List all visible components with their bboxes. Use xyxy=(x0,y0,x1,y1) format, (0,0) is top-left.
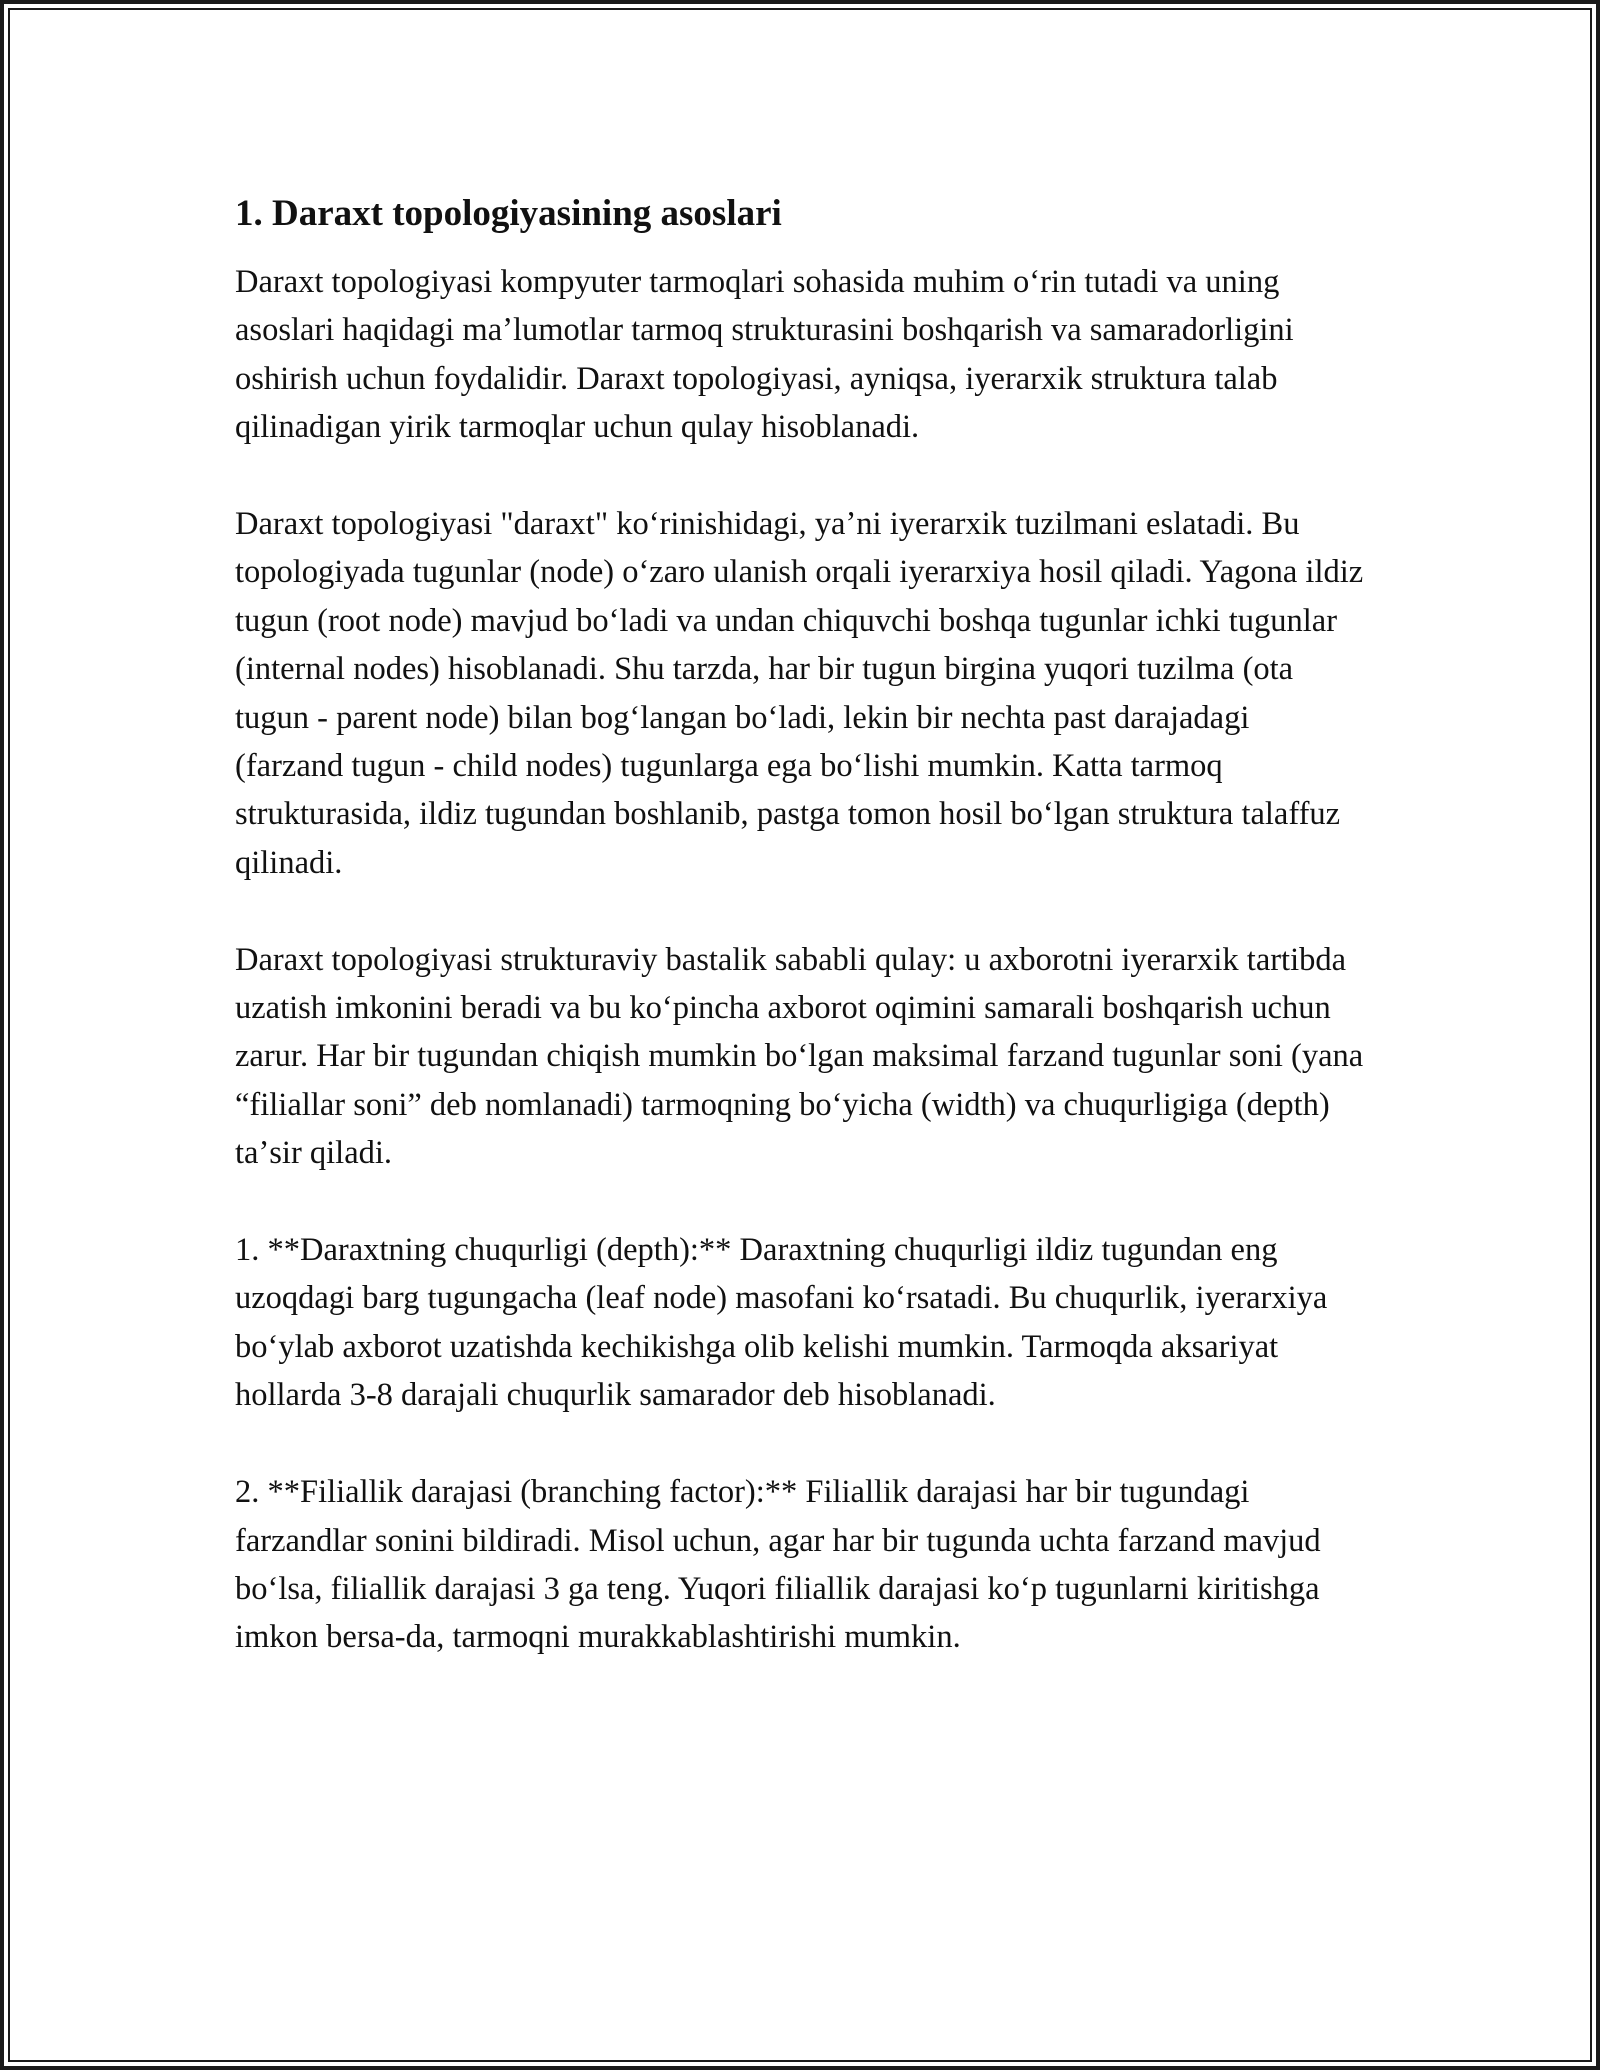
paragraph-advantages: Daraxt topologiyasi strukturaviy bastalik sababli qulay: u axborotni iyerarxik tartibda uzatish imkonini beradi va bu koʻpincha axborot oqimini samarali boshqarish uchun zarur. Har bir tugundan chiqish mumkin boʻlgan maksimal farzand tugunlar soni (yana “filiallar soni” deb nomlanadi) tarmoqning boʻyicha (width) va chuqurligiga (depth) taʼsir qiladi. xyxy=(235,941,1364,1172)
paragraph-depth: 1. **Daraxtning chuqurligi (depth):** Daraxtning chuqurligi ildiz tugundan eng uzoqdagi barg tugungacha (leaf node) masofani koʻrsatadi. Bu chuqurlik, iyerarxiya boʻylab axborot uzatishda kechikishga olib kelishi mumkin. Tarmoqda aksariyat hollarda 3-8 darajali chuqurlik samarador deb hisoblanadi. xyxy=(235,1232,1328,1414)
paragraph-branching-factor: 2. **Filiallik darajasi (branching factor):** Filiallik darajasi har bir tugundagi farzandlar sonini bildiradi. Misol uchun, agar har bir tugunda uchta farzand mavjud boʻlsa, filiallik darajasi 3 ga teng. Yuqori filiallik darajasi koʻp tugunlarni kiritishga imkon bersa-da, tarmoqni murakkablashtirishi mumkin. xyxy=(235,1474,1321,1656)
document-body xyxy=(235,190,1365,1710)
paragraph-structure: Daraxt topologiyasi "daraxt" koʻrinishidagi, yaʼni iyerarxik tuzilmani eslatadi. Bu topologiyada tugunlar (node) oʻzaro ulanish orqali iyerarxiya hosil qiladi. Yagona ildiz tugun (root node) mavjud boʻladi va undan chiquvchi boshqa tugunlar ichki tugunlar (internal nodes) hisoblanadi. Shu tarzda, har bir tugun birgina yuqori tuzilma (ota tugun - parent node) bilan bogʻlangan boʻladi, lekin bir nechta past darajadagi (farzand tugun - child nodes) tugunlarga ega boʻlishi mumkin. Katta tarmoq strukturasida, ildiz tugundan boshlanib, pastga tomon hosil boʻlgan struktura talaffuz qilinadi. xyxy=(235,506,1364,881)
section-heading: 1. Daraxt topologiyasining asoslari xyxy=(235,193,782,234)
paragraph-intro: Daraxt topologiyasi kompyuter tarmoqlari sohasida muhim oʻrin tutadi va uning asoslari haqidagi maʼlumotlar tarmoq strukturasini boshqarish va samaradorligini oshirish uchun foydalidir. Daraxt topologiyasi, ayniqsa, iyerarxik struktura talab qilinadigan yirik tarmoqlar uchun qulay hisoblanadi. xyxy=(235,264,1294,446)
